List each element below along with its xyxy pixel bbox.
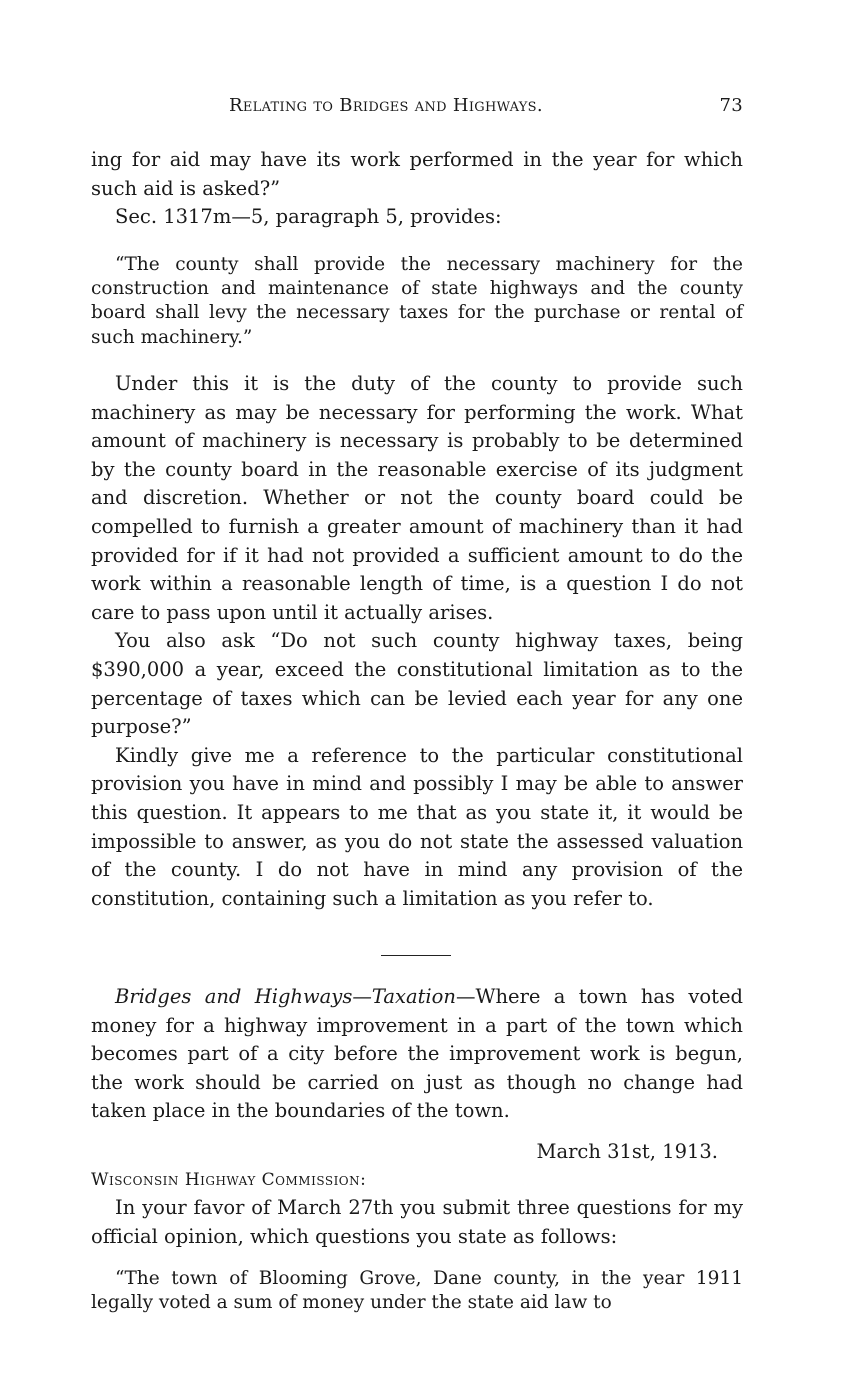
syllabus-heading: Bridges and Highways—Taxation — [115, 985, 456, 1008]
syllabus-text: —Where a town has voted money for a highway improvement in a part of the town which becomes part of a city before the improvement work is begun, the work should be carried on just as though no change had taken place in the boundaries of the town. — [91, 985, 743, 1123]
syllabus-paragraph — [91, 983, 743, 1126]
page-number: 73 — [719, 95, 743, 116]
syllabus — [91, 983, 743, 1126]
paragraph-reference-request: Kindly give me a reference to the particular constitutional provision you have in mind and possibly I may be able to answer this question. It appears to me that as you state it, it would be impossible to answer, as you do not state the assessed valuation of the county. I do not have in mind any provision of the constitution, containing such a limitation as you refer to. — [91, 743, 743, 910]
section-divider — [381, 955, 451, 956]
letter-body — [91, 1194, 743, 1251]
opinion-body — [91, 370, 743, 913]
letter-quote — [91, 1267, 743, 1315]
letter-paragraph: In your favor of March 27th you submit three questions for my official opinion, which questions you state as follows: — [91, 1196, 743, 1248]
paragraph-text: ing for aid may have its work performed in the year for which such aid is asked?” — [91, 148, 743, 200]
paragraph-tax-question: You also ask “Do not such county highway taxes, being $390,000 a year, exceed the constitutional limitation as to the percentage of taxes which can be levied each year for any one purpose?” — [91, 629, 743, 739]
running-head — [91, 95, 743, 125]
statute-quote — [91, 253, 743, 350]
paragraph-statute-reference: Sec. 1317m—5, paragraph 5, provides: — [115, 205, 502, 229]
paragraph-machinery-duty: Under this it is the duty of the county to provide such machinery as may be necessary for performing the work. What amount of machinery is necessary is probably to be determined by the county board in the reasonable exercise of its judgment and discretion. Whether or not the county board could be compelled to furnish a greater amount of machinery than it had provided for if it had not provided a sufficient amount to do the work within a reasonable length of time, is a question I do not care to pass upon until it actually arises. — [91, 372, 743, 624]
running-head-title: Relating to Bridges and Highways. — [229, 95, 543, 116]
letter-date: March 31st, 1913. — [536, 1140, 718, 1163]
letter-addressee: Wisconsin Highway Commission: — [91, 1170, 367, 1190]
quote-text: “The county shall provide the necessary machinery for the construction and maintenance of state highways and the county board shall levy the necessary taxes for the purchase or rental of such machinery.” — [91, 254, 743, 348]
letter-quote-text: “The town of Blooming Grove, Dane county, in the year 1911 legally voted a sum of money under the state aid law to — [91, 1268, 743, 1314]
paragraph-continuation — [91, 146, 743, 232]
